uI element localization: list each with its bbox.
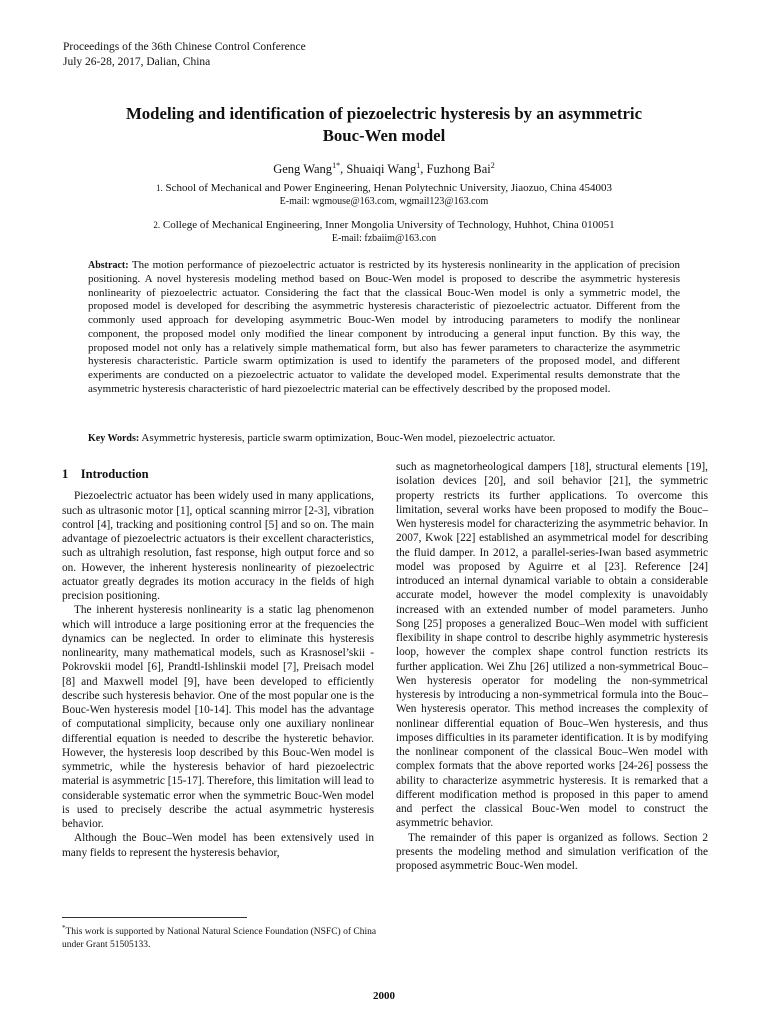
keywords-label: Key Words:: [88, 433, 140, 444]
author-separator: ,: [340, 162, 347, 177]
author-affiliation-mark: 2: [490, 161, 495, 170]
funding-footnote: [62, 922, 380, 951]
abstract-label: Abstract:: [88, 260, 129, 271]
affiliation-email: E-mail: wgmouse@163.com, wgmail123@163.com: [279, 196, 489, 207]
body-paragraph: Although the Bouc–Wen model has been extensively used in many fields to represent the hysteresis behavior,: [62, 832, 374, 859]
proceedings-header: [63, 40, 306, 69]
author-list: [60, 158, 708, 177]
section-heading-introduction: 1 Introduction: [62, 467, 149, 481]
keywords-text: Asymmetric hysteresis, particle swarm optimization, Bouc-Wen model, piezoelectric actuator.: [141, 432, 556, 444]
left-column: [62, 460, 374, 860]
title-line-2: Bouc-Wen model: [322, 126, 446, 145]
body-paragraph: The remainder of this paper is organized as follows. Section 2 presents the modeling method and simulation verification of the proposed asymmetric Bouc-Wen model.: [396, 831, 708, 872]
footnote-text: This work is supported by National Natural Science Foundation (NSFC) of China under Grant 51505133.: [62, 927, 377, 950]
author-affiliation-mark: 1*: [332, 161, 341, 170]
abstract-text: The motion performance of piezoelectric actuator is restricted by its hysteresis nonlinearity in the application of precision positioning. A novel hysteresis modeling method based on Bouc-Wen model is proposed to describe the asymmetric hysteresis nonlinearity of piezoelectric actuator. Considering the fact that the classical Bouc-Wen model is only a symmetric model, the proposed model is developed for describing the asymmetric hysteresis characteristic of piezoelectric actuator. Different from the commonly used approach for developing asymmetric Bouc-Wen model by introducing parameters to modify the nonlinear component, the proposed model only modified the linear component by introducing a general input function. By this way, the proposed model not only has a relatively simple mathematical form, but also has fewer parameters to characterize the asymmetric hysteresis characteristic. Particle swarm optimization is used to identify the parameters of the proposed model, and different experiments are conducted on a piezoelectric actuator to validate the developed model. Experimental results demonstrate that the asymmetric hysteresis characteristic of hard piezoelectric material can be effectively described by the proposed model.: [88, 259, 680, 395]
author-name: Geng Wang: [273, 162, 333, 177]
author-name: Fuzhong Bai: [426, 162, 491, 177]
affiliation-text: College of Mechanical Engineering, Inner Mongolia University of Technology, Huhhot, China 010051: [162, 219, 615, 231]
body-paragraph: such as magnetorheological dampers [18], structural elements [19], isolation devices [20], and soil behavior [21], the symmetric property restricts its further applications. To overcome this limitation, several works have been proposed to modify the Bouc–Wen hysteresis model for characterizing the asymmetric behavior. In 2007, Kwok [22] established an asymmetrical model for describing the fluid damper. In 2012, a parallel-series-Iwan based asymmetric model was proposed by Aguirre et al [23]. Reference [24] introduced an internal dynamical variable to obtain a considerable accurate model, however the model complexity is unavoidably increased with an extended number of model parameters. Junho Song [25] proposes a generalized Bouc–Wen model with sufficient flexibility in shape control to describe highly asymmetric hysteresis loop, however the complex shape control function restricts its further application. Wei Zhu [26] utilized a non-symmetrical Bouc–Wen hysteresis operator for modeling the non-symmetrical hysteresis by introducing a non-symmetrical formula into the Bouc–Wen hysteresis operator. This method increases the complexity of nonlinear differential equation of Bouc–Wen hysteresis, and thus imposes difficulties in its parameter identification. It is by modifying the nonlinear component of the classical Bouc–Wen model with complex formats that the above reported works [24-26] possess the ability to characterize asymmetric hysteresis. It is remarked that a different modification method is proposed in this paper to amend and perfect the classical Bouc-Wen model to construct the asymmetric behavior.: [396, 461, 708, 830]
keywords: [88, 431, 680, 446]
footnote-divider: [62, 917, 247, 918]
body-paragraph: The inherent hysteresis nonlinearity is a static lag phenomenon which will introduce a large positioning error at the frequencies the dynamics can be neglected. In order to eliminate this hysteresis nonlinearity, many mathematical models, such as Krasnosel’skii - Pokrovskii model [6], Prandtl-Ishlinskii model [7], Preisach model [8] and Maxwell model [9], have been developed to efficiently describe such hysteresis behavior. One of the most popular one is the Bouc-Wen hysteresis model [10-14]. This model has the advantage of computational simplicity, because only one auxiliary nonlinear differential equation is needed to describe the hysteretic behavior. However, the hysteresis loop described by this Bouc-Wen model is symmetric, while the hysteresis behavior of hard piezoelectric material is asymmetric [15-17]. Therefore, this limitation will lead to considerable systematic error when the symmetric Bouc-Wen model is used to precisely describe the actual asymmetric hysteresis behavior.: [62, 604, 374, 830]
paper-title: [60, 103, 708, 147]
affiliation-number: 1.: [155, 183, 163, 193]
affiliation-1: [60, 182, 708, 208]
affiliation-email: E-mail: fzbaiim@163.con: [331, 233, 437, 244]
body-paragraph: Piezoelectric actuator has been widely used in many applications, such as ultrasonic motor [1], optical scanning mirror [2-3], vibration control [4], tracking and positioning control [5] and so on. The main advantage of piezoelectric actuators is their excellent characteristics, such as ultrahigh resolution, fast response, high output force and so on. However, the inherent hysteresis nonlinearity of piezoelectric actuator greatly degrades its motion accuracy in the fields of high precision positioning.: [62, 490, 374, 602]
affiliation-2: [60, 219, 708, 245]
author-name: Shuaiqi Wang: [346, 162, 417, 177]
affiliation-text: School of Mechanical and Power Engineering, Henan Polytechnic University, Jiaozuo, China 454003: [165, 182, 612, 194]
title-line-1: Modeling and identification of piezoelectric hysteresis by an asymmetric: [125, 104, 643, 123]
page-number: 2000: [373, 990, 395, 1002]
abstract: [88, 259, 680, 397]
proceedings-name: Proceedings of the 36th Chinese Control Conference: [63, 41, 306, 53]
author-affiliation-mark: 1: [416, 161, 421, 170]
conference-date-location: July 26-28, 2017, Dalian, China: [63, 55, 211, 68]
right-column: [396, 460, 708, 873]
affiliation-number: 2.: [153, 220, 161, 230]
footnote-mark: *: [62, 924, 66, 932]
author-separator: ,: [420, 162, 427, 177]
